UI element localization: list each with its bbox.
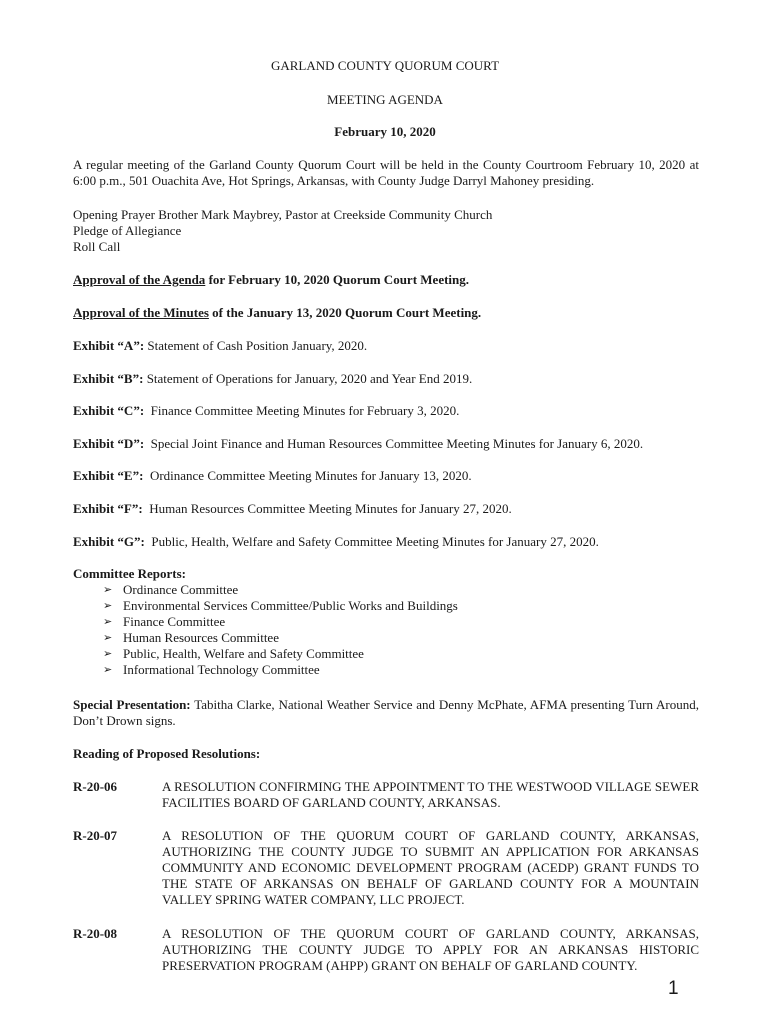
approval-minutes-link: Approval of the Minutes [73, 305, 209, 320]
arrow-bullet-icon: ➢ [103, 632, 113, 644]
special-presentation: Special Presentation: Tabitha Clarke, National Weather Service and Denny McPhate, AFMA presenting Turn Around, Don’t Drown signs. [73, 697, 699, 728]
org-title: GARLAND COUNTY QUORUM COURT [270, 58, 500, 73]
resolution-text: A RESOLUTION CONFIRMING THE APPOINTMENT TO THE WESTWOOD VILLAGE SEWER FACILITIES BOARD OF GARLAND COUNTY, ARKANSAS. [162, 779, 699, 810]
roll-call: Roll Call [73, 239, 121, 254]
list-item: ➢ Public, Health, Welfare and Safety Committee [103, 646, 364, 661]
committee-reports-heading: Committee Reports: [73, 566, 186, 581]
list-item: ➢ Ordinance Committee [103, 582, 239, 597]
page-number: 1 [668, 978, 679, 999]
reading-heading: Reading of Proposed Resolutions: [73, 746, 261, 761]
resolution-number: R-20-08 [73, 926, 118, 941]
document-type: MEETING AGENDA [327, 92, 443, 107]
list-item: ➢ Informational Technology Committee [103, 662, 320, 677]
approval-minutes: Approval of the Minutes of the January 13, 2020 Quorum Court Meeting. [73, 305, 482, 320]
exhibit-b: Exhibit “B”: Statement of Operations for January, 2020 and Year End 2019. [73, 371, 473, 386]
intro-paragraph: A regular meeting of the Garland County Quorum Court will be held in the County Courtroom February 10, 2020 at 6:00 p.m., 501 Ouachita Ave, Hot Springs, Arkansas, with County Judge Darryl Mahoney presiding. [73, 157, 699, 188]
committee-reports [73, 566, 699, 678]
committee-list [73, 582, 699, 678]
list-item: ➢ Environmental Services Committee/Public Works and Buildings [103, 598, 458, 613]
exhibit-f: Exhibit “F”: Human Resources Committee Meeting Minutes for January 27, 2020. [73, 501, 512, 516]
opening-section [73, 207, 699, 255]
meeting-date: February 10, 2020 [334, 124, 436, 139]
resolution-text: A RESOLUTION OF THE QUORUM COURT OF GARLAND COUNTY, ARKANSAS, AUTHORIZING THE COUNTY JUDGE TO SUBMIT AN APPLICATION FOR ARKANSAS COMMUNITY AND ECONOMIC DEVELOPMENT PROGRAM (ACEDP) GRANT FUNDS TO THE STATE OF ARKANSAS ON BEHALF OF GARLAND COUNTY FOR A MOUNTAIN VALLEY SPRING WATER COMPANY, LLC PROJECT. [162, 828, 699, 907]
resolution-number: R-20-06 [73, 779, 118, 794]
exhibit-a: Exhibit “A”: Statement of Cash Position January, 2020. [73, 338, 368, 353]
arrow-bullet-icon: ➢ [103, 664, 113, 676]
arrow-bullet-icon: ➢ [103, 584, 113, 596]
list-item: ➢ Human Resources Committee [103, 630, 279, 645]
approval-agenda: Approval of the Agenda for February 10, 2020 Quorum Court Meeting. [73, 272, 470, 287]
resolution-number: R-20-07 [73, 828, 118, 843]
arrow-bullet-icon: ➢ [103, 600, 113, 612]
opening-prayer: Opening Prayer Brother Mark Maybrey, Pastor at Creekside Community Church [73, 207, 493, 222]
approval-agenda-link: Approval of the Agenda [73, 272, 206, 287]
arrow-bullet-icon: ➢ [103, 648, 113, 660]
exhibit-c: Exhibit “C”: Finance Committee Meeting Minutes for February 3, 2020. [73, 403, 460, 418]
resolution-text: A RESOLUTION OF THE QUORUM COURT OF GARLAND COUNTY, ARKANSAS, AUTHORIZING THE COUNTY JUDGE TO APPLY FOR AN ARKANSAS HISTORIC PRESERVATION PROGRAM (AHPP) GRANT ON BEHALF OF GARLAND COUNTY. [162, 926, 699, 973]
list-item: ➢ Finance Committee [103, 614, 226, 629]
exhibit-g: Exhibit “G”: Public, Health, Welfare and Safety Committee Meeting Minutes for January 27, 2020. [73, 534, 599, 549]
arrow-bullet-icon: ➢ [103, 616, 113, 628]
exhibit-d: Exhibit “D”: Special Joint Finance and Human Resources Committee Meeting Minutes for January 6, 2020. [73, 436, 644, 451]
pledge: Pledge of Allegiance [73, 223, 182, 238]
exhibit-e: Exhibit “E”: Ordinance Committee Meeting Minutes for January 13, 2020. [73, 468, 472, 483]
